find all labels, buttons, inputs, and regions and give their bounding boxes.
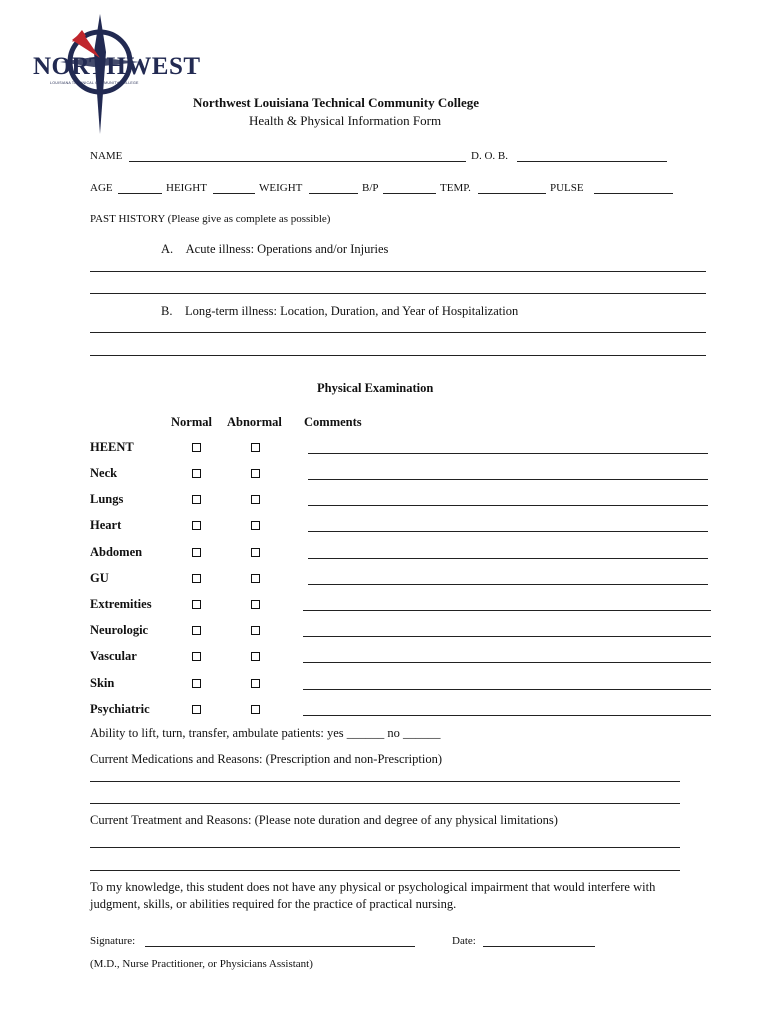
- abnormal-checkbox[interactable]: [251, 495, 260, 504]
- abnormal-checkbox[interactable]: [251, 548, 260, 557]
- medications-line-1[interactable]: [90, 781, 680, 782]
- abnormal-checkbox[interactable]: [251, 443, 260, 452]
- comments-line[interactable]: [308, 531, 708, 532]
- form-college-title: Northwest Louisiana Technical Community College: [193, 95, 480, 110]
- dob-field[interactable]: [517, 161, 667, 162]
- comments-line[interactable]: [308, 479, 708, 480]
- normal-checkbox[interactable]: [192, 521, 201, 530]
- temp-label: TEMP.: [440, 182, 471, 194]
- exam-row-label: Neck: [90, 466, 118, 480]
- bp-label: B/P: [362, 182, 379, 194]
- normal-checkbox[interactable]: [192, 600, 201, 609]
- signature-note: (M.D., Nurse Practitioner, or Physicians Assistant): [90, 958, 313, 970]
- statement-line-2: judgment, skills, or abilities required for the practice of practical nursing.: [90, 897, 457, 911]
- comments-line[interactable]: [308, 558, 708, 559]
- date-label: Date:: [452, 935, 476, 947]
- age-label: AGE: [90, 182, 113, 194]
- normal-checkbox[interactable]: [192, 652, 201, 661]
- past-history-item-a: A. Acute illness: Operations and/or Injuries: [161, 242, 389, 256]
- col-abnormal-header: Abnormal: [227, 415, 282, 429]
- medications-label: Current Medications and Reasons: (Prescription and non-Prescription): [90, 752, 443, 766]
- comments-line[interactable]: [308, 505, 708, 506]
- exam-row-label: Extremities: [90, 597, 152, 611]
- medications-line-2[interactable]: [90, 803, 680, 804]
- normal-checkbox[interactable]: [192, 679, 201, 688]
- abnormal-checkbox[interactable]: [251, 469, 260, 478]
- dob-label: D. O. B.: [471, 150, 508, 162]
- weight-field[interactable]: [309, 193, 358, 194]
- weight-label: WEIGHT: [259, 182, 303, 194]
- longterm-illness-line-2[interactable]: [90, 355, 706, 356]
- longterm-illness-line-1[interactable]: [90, 332, 706, 333]
- bp-field[interactable]: [383, 193, 436, 194]
- name-field[interactable]: [129, 161, 466, 162]
- signature-field[interactable]: [145, 946, 415, 947]
- treatment-label: Current Treatment and Reasons: (Please note duration and degree of any physical limitations): [90, 813, 558, 827]
- exam-row-label: Lungs: [90, 492, 124, 506]
- comments-line[interactable]: [303, 662, 711, 663]
- exam-row-label: Abdomen: [90, 545, 143, 559]
- past-history-heading: PAST HISTORY (Please give as complete as possible): [90, 213, 331, 225]
- normal-checkbox[interactable]: [192, 626, 201, 635]
- comments-line[interactable]: [303, 715, 711, 716]
- col-normal-header: Normal: [171, 415, 212, 429]
- name-label: NAME: [90, 150, 123, 162]
- abnormal-checkbox[interactable]: [251, 574, 260, 583]
- ability-question: Ability to lift, turn, transfer, ambulate patients: yes ______ no ______: [90, 726, 441, 740]
- logo-wordmark: NORTHWEST: [33, 53, 201, 80]
- treatment-line-1[interactable]: [90, 847, 680, 848]
- comments-line[interactable]: [303, 610, 711, 611]
- pulse-field[interactable]: [594, 193, 673, 194]
- date-field[interactable]: [483, 946, 595, 947]
- exam-row-label: Psychiatric: [90, 702, 150, 716]
- exam-row-label: Heart: [90, 518, 122, 532]
- age-field[interactable]: [118, 193, 162, 194]
- normal-checkbox[interactable]: [192, 443, 201, 452]
- normal-checkbox[interactable]: [192, 495, 201, 504]
- exam-row-label: Skin: [90, 676, 115, 690]
- normal-checkbox[interactable]: [192, 705, 201, 714]
- pulse-label: PULSE: [550, 182, 584, 194]
- exam-row-label: Vascular: [90, 649, 137, 663]
- abnormal-checkbox[interactable]: [251, 521, 260, 530]
- temp-field[interactable]: [478, 193, 546, 194]
- logo-subtitle: LOUISIANA TECHNICAL COMMUNITY COLLEGE: [50, 81, 139, 85]
- acute-illness-line-1[interactable]: [90, 271, 706, 272]
- normal-checkbox[interactable]: [192, 548, 201, 557]
- exam-row-label: GU: [90, 571, 109, 585]
- comments-line[interactable]: [308, 584, 708, 585]
- comments-line[interactable]: [308, 453, 708, 454]
- height-label: HEIGHT: [166, 182, 207, 194]
- abnormal-checkbox[interactable]: [251, 626, 260, 635]
- exam-row-label: HEENT: [90, 440, 134, 454]
- normal-checkbox[interactable]: [192, 574, 201, 583]
- statement-line-1: To my knowledge, this student does not have any physical or psychological impairment that would interfere with: [90, 880, 656, 894]
- exam-row-label: Neurologic: [90, 623, 149, 637]
- comments-line[interactable]: [303, 689, 711, 690]
- normal-checkbox[interactable]: [192, 469, 201, 478]
- abnormal-checkbox[interactable]: [251, 705, 260, 714]
- abnormal-checkbox[interactable]: [251, 600, 260, 609]
- physical-exam-heading: Physical Examination: [317, 381, 434, 395]
- abnormal-checkbox[interactable]: [251, 679, 260, 688]
- form-subtitle: Health & Physical Information Form: [249, 113, 442, 128]
- abnormal-checkbox[interactable]: [251, 652, 260, 661]
- acute-illness-line-2[interactable]: [90, 293, 706, 294]
- treatment-line-2[interactable]: [90, 870, 680, 871]
- signature-label: Signature:: [90, 935, 136, 947]
- height-field[interactable]: [213, 193, 255, 194]
- comments-line[interactable]: [303, 636, 711, 637]
- past-history-item-b: B. Long-term illness: Location, Duration, and Year of Hospitalization: [161, 304, 519, 318]
- col-comments-header: Comments: [304, 415, 362, 429]
